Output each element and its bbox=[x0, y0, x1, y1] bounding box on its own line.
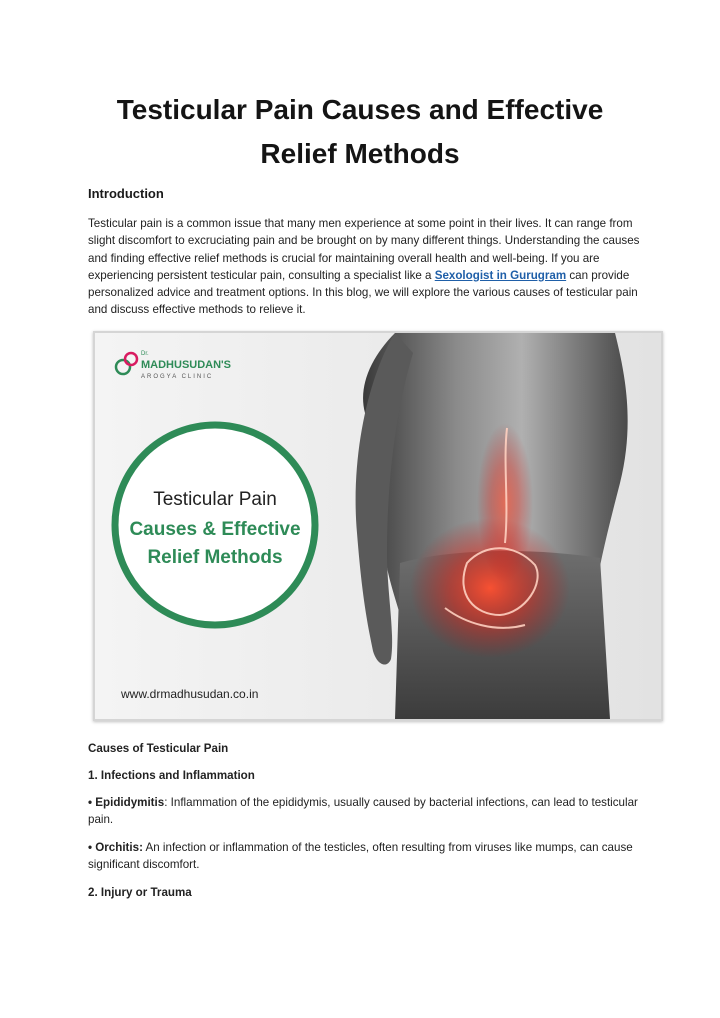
causes-subheading-2: 2. Injury or Trauma bbox=[88, 886, 192, 899]
title-line-1: Testicular Pain Causes and Effective bbox=[116, 94, 604, 125]
badge-line-3: Relief Methods bbox=[147, 547, 283, 568]
cause-item-text: An infection or inflammation of the testicles, often resulting from viruses like mumps, can cause significant discomfort. bbox=[88, 841, 633, 872]
banner-image bbox=[93, 331, 663, 721]
intro-heading: Introduction bbox=[88, 186, 164, 201]
sexologist-link[interactable]: Sexologist in Gurugram bbox=[434, 268, 567, 282]
logo-name: MADHUSUDAN'S bbox=[141, 359, 232, 371]
title-line-2: Relief Methods bbox=[260, 138, 460, 169]
cause-item-epididymitis bbox=[88, 794, 644, 829]
cause-item-orchitis bbox=[88, 839, 644, 874]
intro-paragraph bbox=[88, 215, 644, 319]
cause-item-label: Orchitis: bbox=[95, 841, 143, 854]
bullet-icon: • bbox=[88, 841, 96, 854]
cause-item-text: : Inflammation of the epididymis, usually caused by bacterial infections, can lead to testicular pain. bbox=[88, 796, 638, 827]
bullet-icon: • bbox=[88, 796, 96, 809]
intro-text-end: can provide personalized advice and treatment options. In this blog, we will explore the various causes of testicular pain and discuss effective methods to relieve it. bbox=[88, 268, 638, 317]
causes-heading: Causes of Testicular Pain bbox=[88, 742, 229, 755]
article-title bbox=[60, 88, 660, 176]
badge-line-2: Causes & Effective bbox=[129, 519, 301, 540]
logo-subtitle: AROGYA CLINIC bbox=[141, 374, 214, 380]
causes-subheading-1: 1. Infections and Inflammation bbox=[88, 769, 255, 782]
cause-item-label: Epididymitis bbox=[95, 796, 165, 809]
intro-text-start: Testicular pain is a common issue that many men experience at some point in their lives. It can range from slight discomfort to excruciating pain and be brought on by many different things. Understanding the causes and finding effective relief methods is crucial for maintaining overall health and well-being. If you are experiencing persistent testicular pain, consulting a specialist like a bbox=[88, 217, 640, 282]
banner-website: www.drmadhusudan.co.in bbox=[121, 687, 259, 701]
logo-small-text: Dr. bbox=[141, 351, 149, 357]
badge-line-1: Testicular Pain bbox=[153, 489, 277, 510]
